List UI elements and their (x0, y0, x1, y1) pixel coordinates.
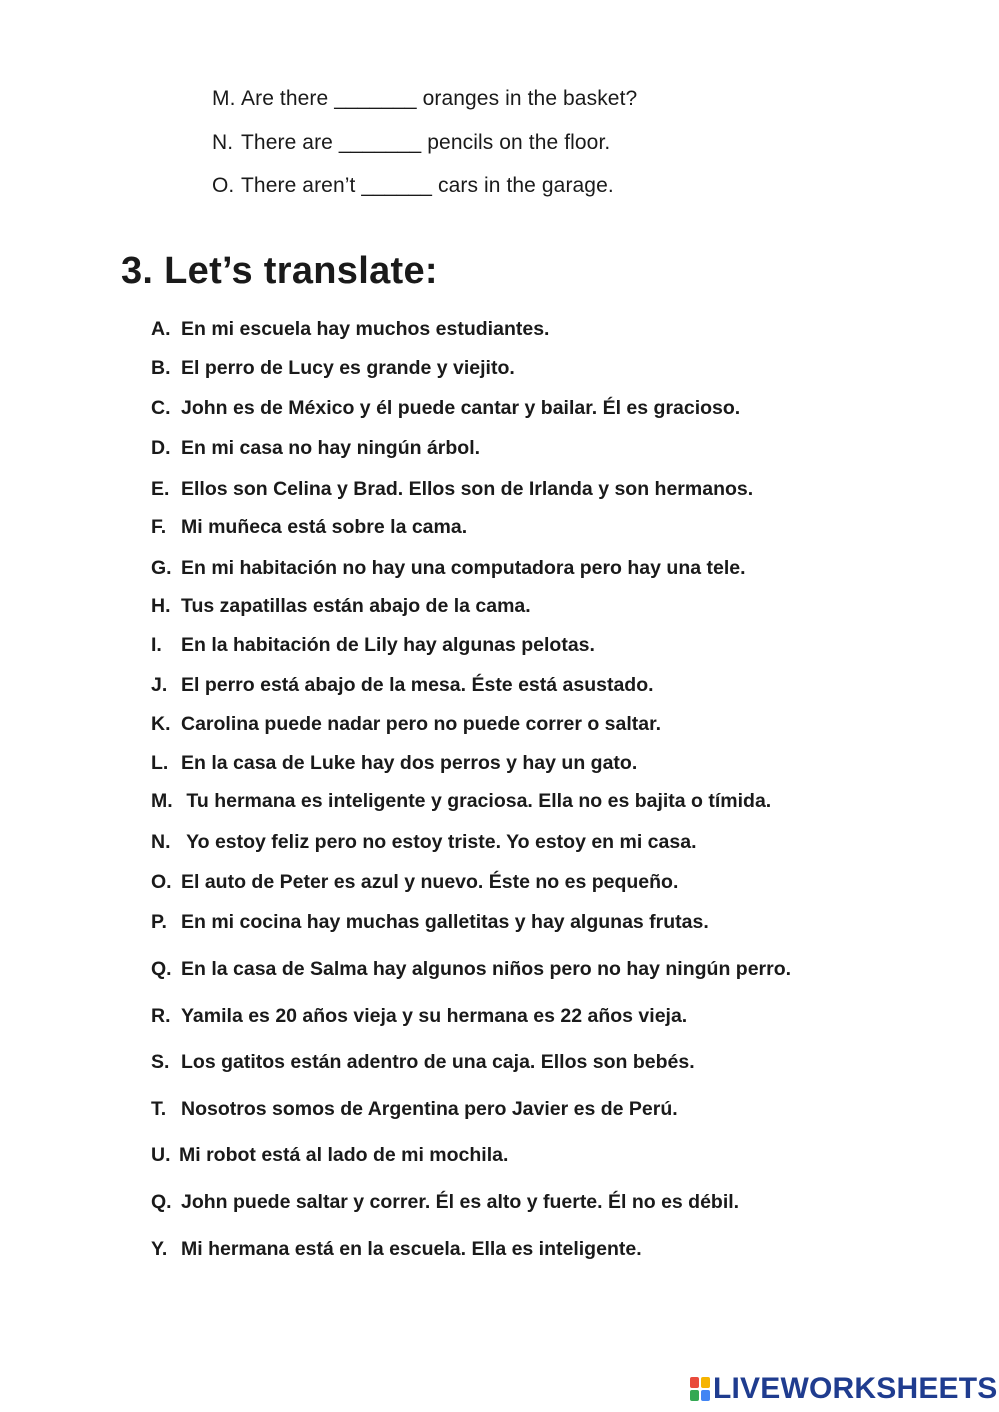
item-label: Y. (151, 1238, 168, 1260)
item-label: J. (151, 674, 168, 696)
item-text: Mi robot está al lado de mi mochila. (179, 1144, 509, 1166)
item-text: There are _______ pencils on the floor. (241, 131, 611, 154)
translate-item-g (151, 557, 746, 580)
translate-item-q (151, 958, 791, 981)
translate-item-h (151, 595, 531, 618)
item-label: O. (212, 174, 235, 197)
item-label: N. (151, 831, 171, 853)
item-label: C. (151, 397, 171, 419)
item-text: En mi habitación no hay una computadora pero hay una tele. (181, 557, 746, 579)
logo-text: LIVEWORKSHEETS (713, 1372, 998, 1405)
item-label: T. (151, 1098, 167, 1120)
translate-item-n (151, 831, 696, 854)
item-text: Mi hermana está en la escuela. Ella es inteligente. (181, 1238, 642, 1260)
item-label: P. (151, 911, 167, 933)
item-text: En mi escuela hay muchos estudiantes. (181, 318, 550, 340)
item-label: K. (151, 713, 171, 735)
translate-item-d (151, 437, 480, 460)
item-label: R. (151, 1005, 171, 1027)
item-text: Ellos son Celina y Brad. Ellos son de Irlanda y son hermanos. (181, 478, 754, 500)
logo-square-green (690, 1390, 699, 1401)
item-text: En la casa de Luke hay dos perros y hay un gato. (181, 752, 638, 774)
item-label: F. (151, 516, 167, 538)
translate-item-a (151, 318, 549, 341)
logo-square-blue (701, 1390, 710, 1401)
item-text: Yamila es 20 años vieja y su hermana es 22 años vieja. (181, 1005, 688, 1027)
item-label: I. (151, 634, 162, 656)
translate-item-t (151, 1098, 678, 1121)
fill-in-item-n (212, 131, 610, 155)
item-text: There aren’t ______ cars in the garage. (241, 174, 614, 197)
translate-item-r (151, 1005, 687, 1028)
item-text: Los gatitos están adentro de una caja. Ellos son bebés. (181, 1051, 695, 1073)
translate-item-k (151, 713, 661, 736)
translate-item-f (151, 516, 467, 539)
translate-item-e (151, 478, 753, 501)
item-label: M. (151, 790, 173, 812)
item-text: En la casa de Salma hay algunos niños pero no hay ningún perro. (181, 958, 792, 980)
item-text: El perro de Lucy es grande y viejito. (181, 357, 515, 379)
item-text: John es de México y él puede cantar y bailar. Él es gracioso. (181, 397, 741, 419)
logo-square-red (690, 1377, 699, 1388)
translate-item-j (151, 674, 654, 697)
item-text: En mi cocina hay muchas galletitas y hay algunas frutas. (181, 911, 709, 933)
item-label: E. (151, 478, 170, 500)
liveworksheets-logo (690, 1372, 998, 1406)
item-text: Tu hermana es inteligente y graciosa. Ella no es bajita o tímida. (181, 790, 772, 812)
item-label: L. (151, 752, 169, 774)
translate-item-c (151, 397, 740, 420)
item-label: O. (151, 871, 172, 893)
item-text: John puede saltar y correr. Él es alto y fuerte. Él no es débil. (181, 1191, 740, 1213)
item-label: Q. (151, 1191, 172, 1213)
fill-in-item-o (212, 174, 614, 198)
translate-item-l (151, 752, 637, 775)
item-label: D. (151, 437, 171, 459)
fill-in-item-m (212, 87, 637, 111)
translate-item-u (151, 1144, 508, 1167)
logo-mark-icon (690, 1377, 710, 1401)
item-text: Nosotros somos de Argentina pero Javier es de Perú. (181, 1098, 678, 1120)
logo-square-yellow (701, 1377, 710, 1388)
item-label: A. (151, 318, 171, 340)
translate-item-p (151, 911, 709, 934)
translate-item-s (151, 1051, 695, 1074)
section-title: 3. Let’s translate: (121, 250, 438, 292)
translate-item-m (151, 790, 771, 813)
item-label: B. (151, 357, 171, 379)
translate-item-q2 (151, 1191, 739, 1214)
item-label: S. (151, 1051, 170, 1073)
item-text: En la habitación de Lily hay algunas pelotas. (181, 634, 595, 656)
item-text: El perro está abajo de la mesa. Éste está asustado. (181, 674, 654, 696)
item-label: G. (151, 557, 172, 579)
item-label: U. (151, 1144, 171, 1166)
item-label: H. (151, 595, 171, 617)
item-text: El auto de Peter es azul y nuevo. Éste no es pequeño. (181, 871, 679, 893)
translate-item-y (151, 1238, 642, 1261)
item-text: Carolina puede nadar pero no puede correr o saltar. (181, 713, 662, 735)
translate-item-b (151, 357, 515, 380)
item-text: Yo estoy feliz pero no estoy triste. Yo estoy en mi casa. (181, 831, 697, 853)
item-text: Mi muñeca está sobre la cama. (181, 516, 468, 538)
item-text: Are there _______ oranges in the basket? (241, 87, 638, 110)
item-text: Tus zapatillas están abajo de la cama. (181, 595, 531, 617)
translate-item-i (151, 634, 595, 657)
item-text: En mi casa no hay ningún árbol. (181, 437, 481, 459)
item-label: Q. (151, 958, 172, 980)
translate-item-o (151, 871, 678, 894)
item-label: M. (212, 87, 236, 110)
item-label: N. (212, 131, 234, 154)
